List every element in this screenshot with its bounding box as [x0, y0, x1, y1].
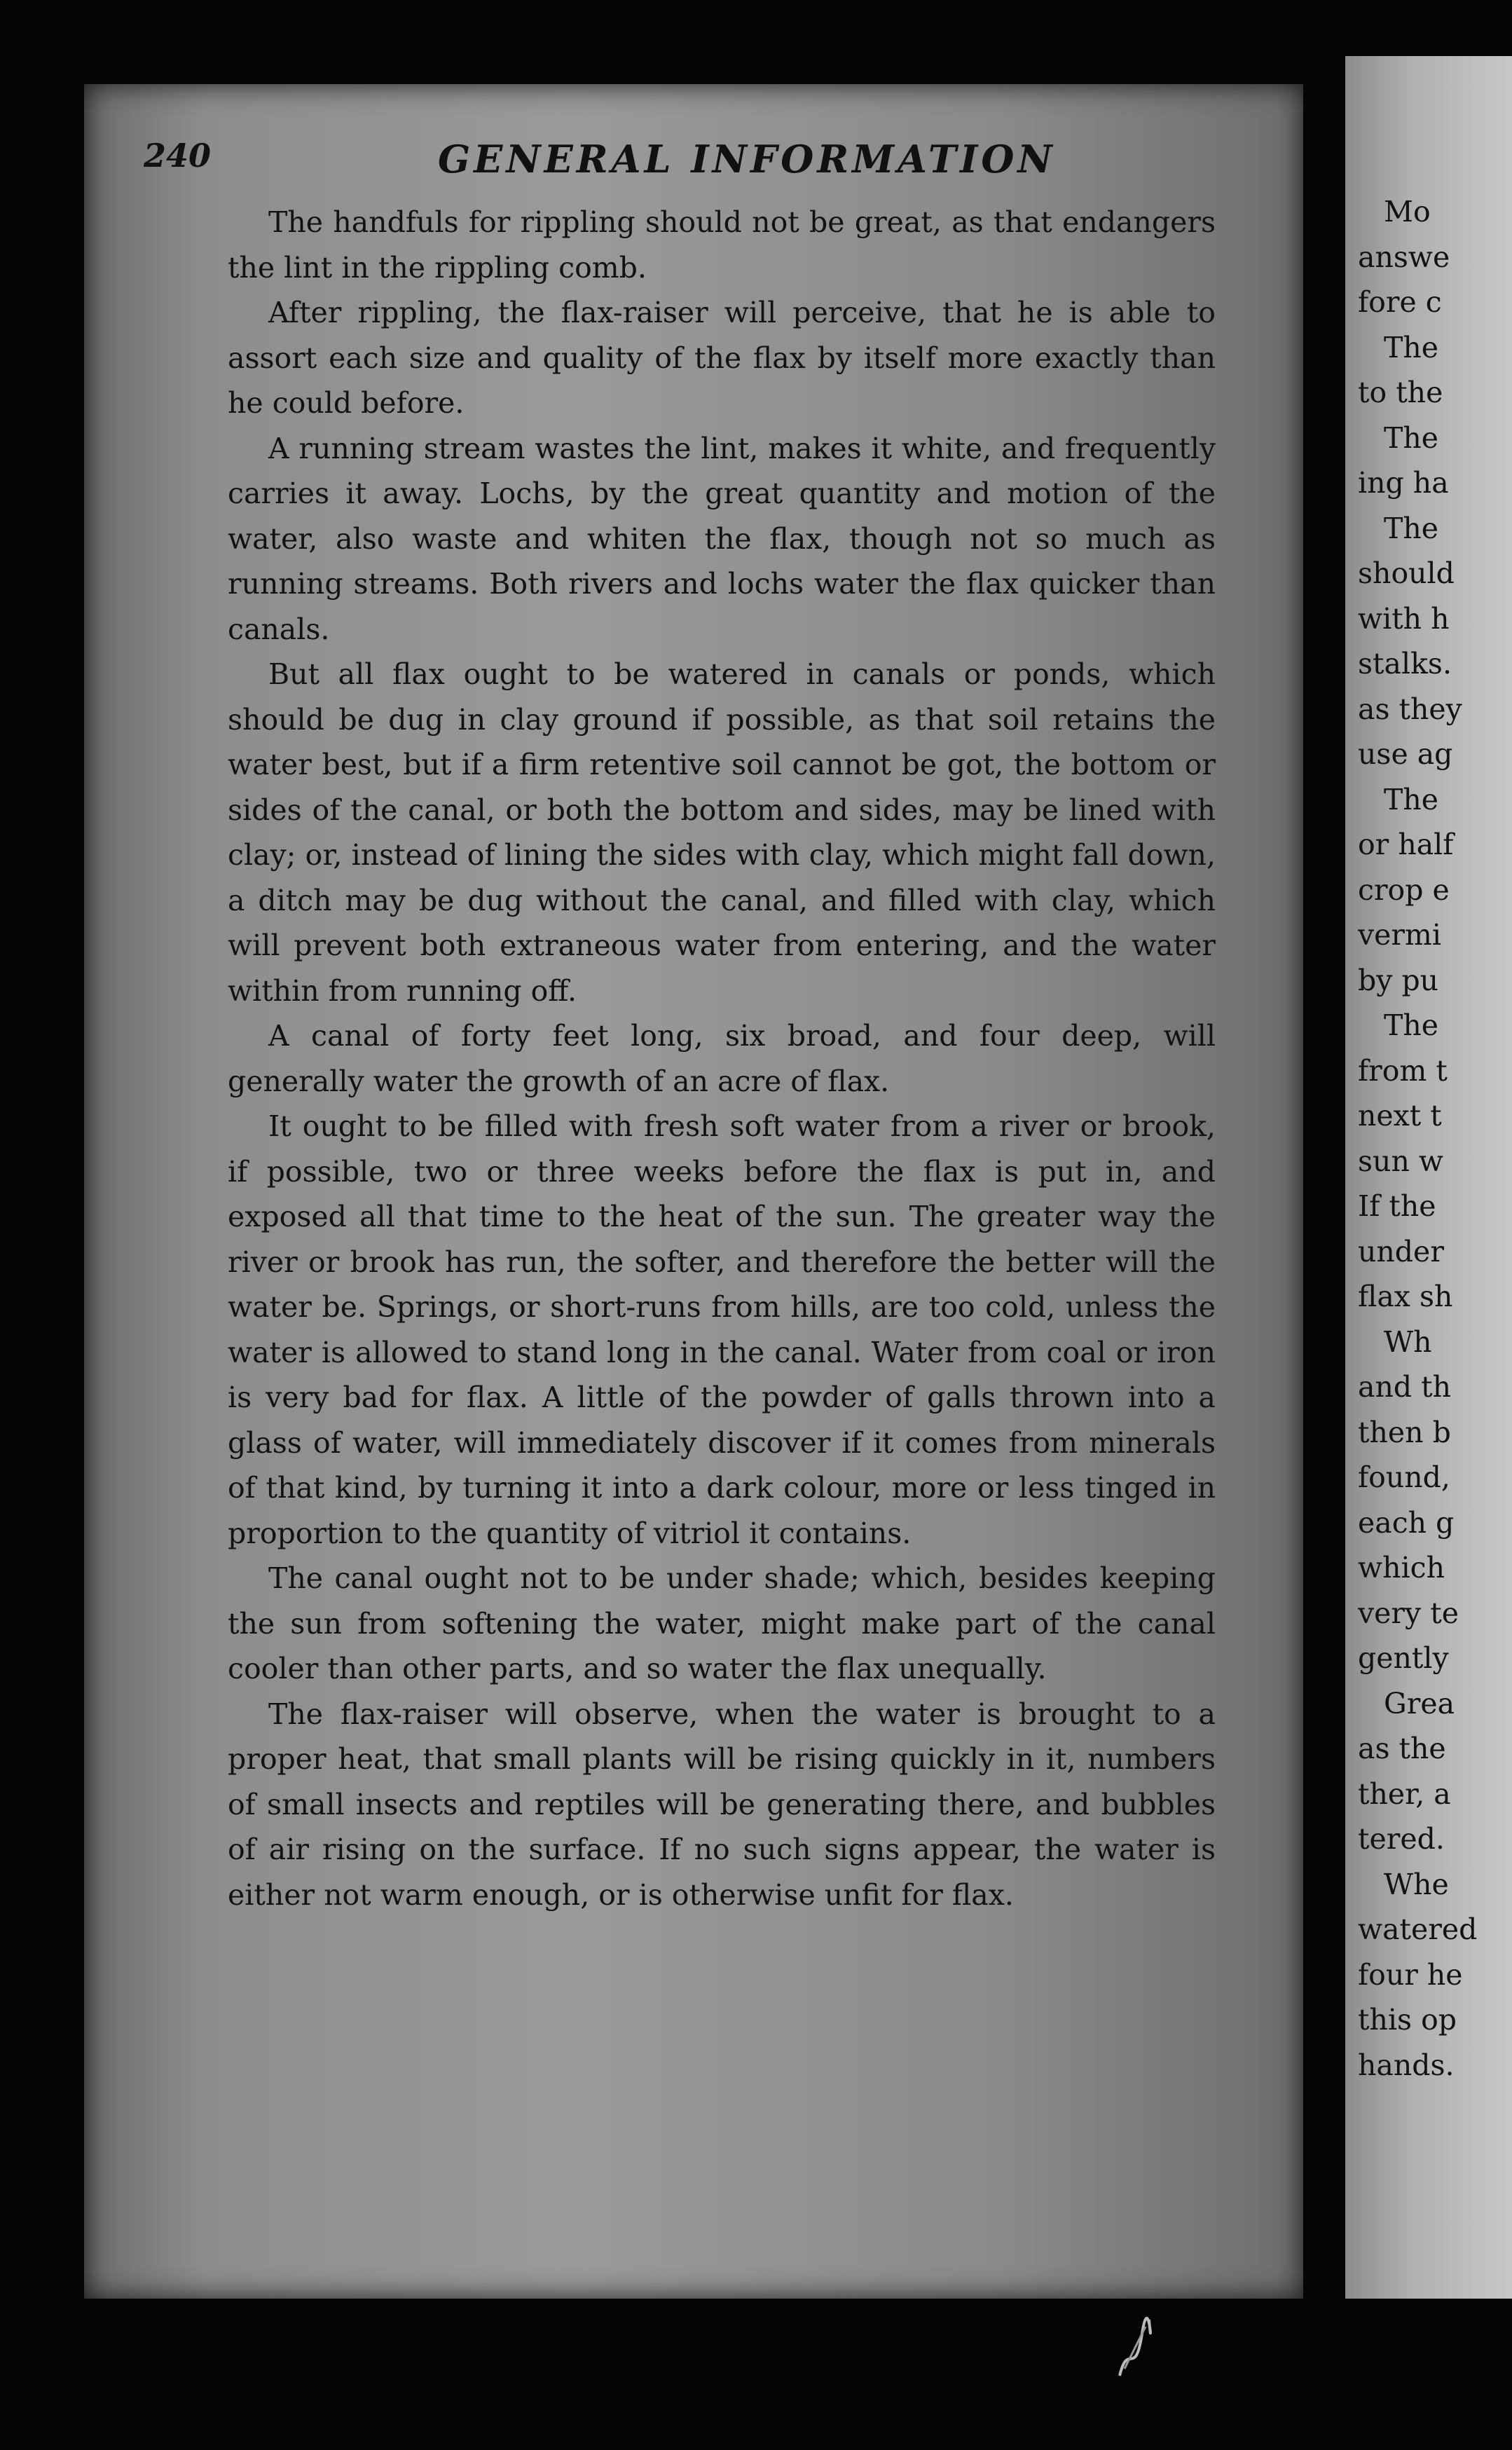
right-page-line: vermi	[1358, 918, 1442, 952]
paragraph: The canal ought not to be under shade; which, besides keeping the sun from softening the water, might make part of the canal cooler than other parts, and so water the flax unequally.	[228, 1561, 1216, 1685]
running-head	[84, 137, 1303, 186]
right-page-line: stalks.	[1358, 647, 1452, 680]
left-page	[84, 84, 1303, 2299]
right-page-line: by pu	[1358, 963, 1439, 997]
right-page-line: crop e	[1358, 872, 1450, 907]
body-text	[228, 200, 1216, 1917]
right-page-line: four he	[1358, 1957, 1463, 1992]
paragraph: The handfuls for rippling should not be great, as that endangers the lint in the rippling comb.	[228, 205, 1216, 285]
right-page-line: answe	[1358, 240, 1450, 274]
right-page-line: each g	[1358, 1505, 1455, 1540]
right-page-line: The	[1384, 1008, 1439, 1042]
right-page-line: as they	[1358, 692, 1462, 726]
paragraph: A running stream wastes the lint, makes it white, and frequently carries it away. Lochs, by the great quantity and motion of the water, also waste and whiten the flax, though not so much as running streams. Both rivers and lochs water the flax quicker than canals.	[228, 431, 1216, 646]
right-page-line: Whe	[1384, 1867, 1449, 1901]
paragraph: After rippling, the flax-raiser will perceive, that he is able to assort each size and quality of the flax by itself more exactly than he could before.	[228, 296, 1216, 420]
right-page-line: under	[1358, 1234, 1444, 1268]
paragraph: A canal of forty feet long, six broad, and four deep, will generally water the growth of an acre of flax.	[228, 1019, 1216, 1098]
right-page-line: with h	[1358, 601, 1450, 636]
scribble-mark	[1114, 2313, 1156, 2383]
right-page	[1345, 56, 1512, 2299]
right-page-line: Wh	[1384, 1325, 1432, 1359]
right-page-line: ther, a	[1358, 1777, 1451, 1811]
right-page-line: next t	[1358, 1099, 1442, 1132]
right-page-line: hands.	[1358, 2048, 1455, 2082]
right-page-line: as the	[1358, 1732, 1446, 1765]
right-page-line: to the	[1358, 376, 1443, 409]
right-page-line: found,	[1358, 1460, 1450, 1494]
right-page-line: gently	[1358, 1641, 1449, 1675]
running-head-title: GENERAL INFORMATION	[438, 137, 1056, 182]
right-page-line: this op	[1358, 2003, 1457, 2037]
right-page-text	[1345, 189, 1512, 2088]
right-page-line: then b	[1358, 1415, 1451, 1449]
right-page-line: watered	[1358, 1912, 1478, 1946]
right-page-line: ing ha	[1358, 466, 1449, 500]
right-page-line: The	[1384, 330, 1439, 364]
right-page-line: Mo	[1384, 195, 1431, 228]
right-page-line: The	[1384, 782, 1439, 816]
paragraph: It ought to be filled with fresh soft water from a river or brook, if possible, two or three weeks before the flax is put in, and exposed all that time to the heat of the sun. The greater way the river or brook has run, the softer, and therefore the better will the water be. Springs, or short-runs from hills, are too cold, unless the water is allowed to stand long in the canal. Water from coal or iron is very bad for flax. A little of the powder of galls thrown into a glass of water, will immediately discover if it comes from minerals of that kind, by turning it into a dark colour, more or less tinged in proportion to the quantity of vitriol it contains.	[228, 1109, 1216, 1550]
paragraph: The flax-raiser will observe, when the water is brought to a proper heat, that small plants will be rising quickly in it, numbers of small insects and reptiles will be generating there, and bubbles of air rising on the surface. If no such signs appear, the water is either not warm enough, or is otherwise unfit for flax.	[228, 1697, 1216, 1912]
right-page-line: sun w	[1358, 1144, 1443, 1178]
right-page-line: which	[1358, 1551, 1445, 1585]
right-page-line: from t	[1358, 1053, 1448, 1088]
right-page-line: flax sh	[1358, 1280, 1453, 1313]
paragraph: But all flax ought to be watered in canals or ponds, which should be dug in clay ground if possible, as that soil retains the water best, but if a firm retentive soil cannot be got, the bottom or sides of the canal, or both the bottom and sides, may be lined with clay; or, instead of lining the sides with clay, which might fall down, a ditch may be dug without the canal, and filled with clay, which will prevent both extraneous water from entering, and the water within from running off.	[228, 657, 1216, 1008]
right-page-line: tered.	[1358, 1822, 1445, 1856]
right-page-line: If the	[1358, 1189, 1436, 1223]
right-page-line: very te	[1358, 1596, 1459, 1630]
right-page-line: or half	[1358, 828, 1454, 861]
right-page-line: and th	[1358, 1370, 1452, 1404]
page-number: 240	[144, 137, 212, 174]
right-page-line: should	[1358, 556, 1455, 590]
right-page-line: The	[1384, 420, 1439, 455]
right-page-line: fore c	[1358, 285, 1442, 319]
right-page-line: Grea	[1384, 1686, 1455, 1720]
right-page-line: The	[1384, 511, 1439, 545]
right-page-line: use ag	[1358, 737, 1453, 771]
